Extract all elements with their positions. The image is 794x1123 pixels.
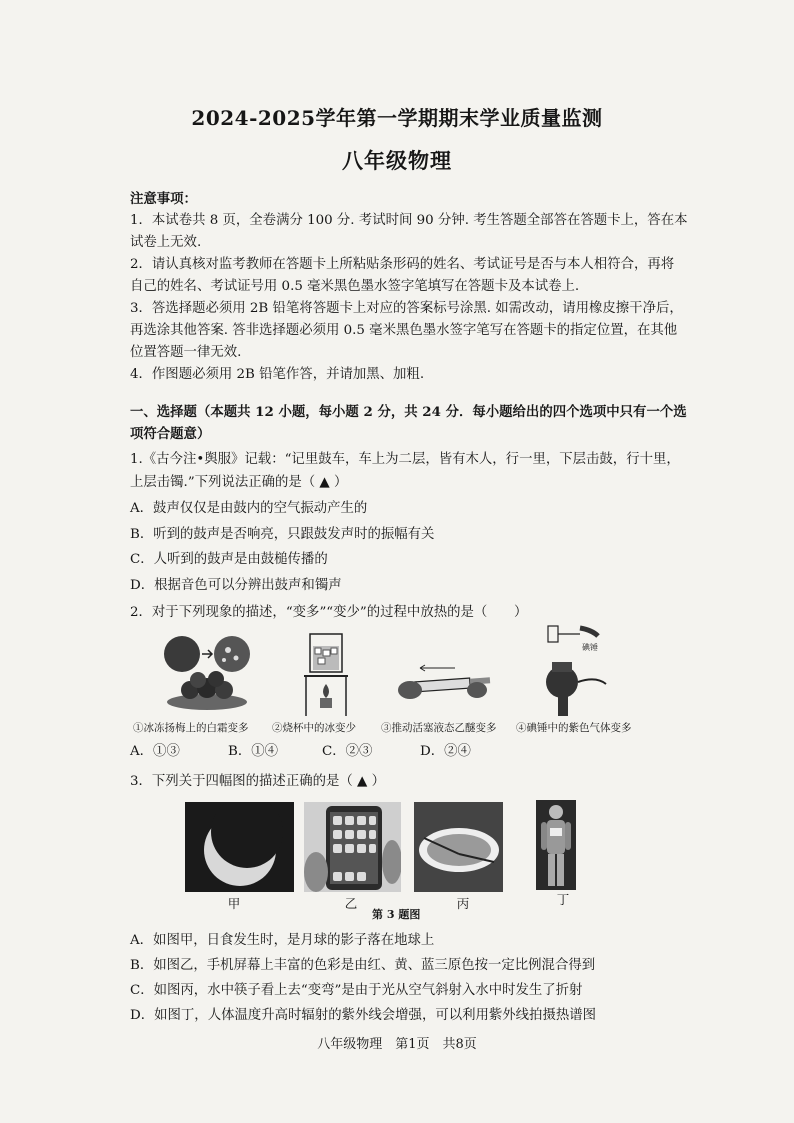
chopsticks-water-image — [414, 802, 503, 892]
figure-label-ding: 丁 — [556, 892, 570, 907]
q2-caption-3: ③推动活塞液态乙醚变多 — [381, 722, 497, 734]
thermal-image — [536, 800, 576, 890]
exam-subject: 八年级物理 — [342, 148, 452, 173]
q2-option-b: B．①④ — [228, 744, 279, 759]
q1-option-d: D．根据音色可以分辨出鼓声和镯声 — [130, 578, 342, 593]
notice-line: 3．答选择题必须用 2B 铅笔将答题卡上对应的答案标号涂黑. 如需改动，请用橡皮擦干净后， — [130, 301, 683, 316]
notice-line: 位置答题一律无效. — [130, 345, 242, 360]
beaker-ice-image — [296, 628, 356, 718]
iodine-hammer-image — [540, 622, 612, 718]
solar-eclipse-image — [185, 802, 294, 892]
exam-title: 2024-2025学年第一学期期末学业质量监测 — [191, 106, 603, 130]
q2-option-d: D．②④ — [420, 744, 471, 759]
q1-stem-cont: 上层击镯.”下列说法正确的是（ ▲ ） — [130, 475, 348, 490]
q1-stem: 1.《古今注•舆服》记载：“记里鼓车，车上为二层，皆有木人，行一里，下层击鼓，行十里， — [130, 452, 680, 467]
q3-option-b: B．如图乙，手机屏幕上丰富的色彩是由红、黄、蓝三原色按一定比例混合得到 — [130, 958, 596, 973]
notice-line: 1．本试卷共 8 页，全卷满分 100 分. 考试时间 90 分钟. 考生答题全部答在答题卡上，答在本 — [130, 213, 688, 228]
notice-line: 自己的姓名、考试证号用 0.5 毫米黑色墨水签字笔填写在答题卡及本试卷上. — [130, 279, 580, 294]
section-heading-cont: 项符合题意） — [130, 426, 211, 442]
notice-line: 2．请认真核对监考教师在答题卡上所粘贴条形码的姓名、考试证号是否与本人相符合，再将 — [130, 257, 675, 272]
bayberry-frost-image — [160, 630, 255, 712]
notice-line: 试卷上无效. — [130, 235, 202, 250]
page-footer: 八年级物理 第1页 共8页 — [317, 1037, 477, 1052]
notice-heading: 注意事项： — [130, 191, 197, 207]
q3-stem: 3．下列关于四幅图的描述正确的是（ ▲ ） — [130, 774, 385, 789]
q2-caption-4: ④碘锤中的紫色气体变多 — [516, 722, 632, 734]
q1-option-b: B．听到的鼓声是否响亮，只跟鼓发声时的振幅有关 — [130, 527, 435, 542]
q2-option-c: C．②③ — [322, 744, 373, 759]
q1-option-c: C．人听到的鼓声是由鼓槌传播的 — [130, 552, 328, 567]
q2-caption-1: ①冰冻扬梅上的白霜变多 — [133, 722, 249, 734]
q2-stem: 2．对于下列现象的描述，“变多”“变少”的过程中放热的是（ ） — [130, 605, 528, 620]
q3-figure-caption: 第 3 题图 — [372, 908, 421, 921]
q1-option-a: A．鼓声仅仅是由鼓内的空气振动产生的 — [130, 501, 368, 516]
syringe-ether-image — [395, 660, 495, 710]
q2-option-a: A．①③ — [130, 744, 180, 759]
phone-screen-image — [304, 802, 401, 892]
q3-option-d: D．如图丁，人体温度升高时辐射的紫外线会增强，可以利用紫外线拍摄热谱图 — [130, 1008, 597, 1023]
notice-line: 再选涂其他答案. 答非选择题必须用 0.5 毫米黑色墨水签字笔写在答题卡的指定位置，在其他 — [130, 323, 678, 338]
notice-line: 4．作图题必须用 2B 铅笔作答，并请加黑、加粗. — [130, 367, 425, 382]
q2-caption-2: ②烧杯中的冰变少 — [272, 722, 356, 734]
section-heading: 一、选择题（本题共 12 小题，每小题 2 分，共 24 分．每小题给出的四个选项中只有一个选 — [130, 404, 687, 420]
q3-option-a: A．如图甲，日食发生时，是月球的影子落在地球上 — [130, 933, 435, 948]
iodine-hammer-label: 碘锤 — [582, 643, 598, 652]
figure-label-bing: 丙 — [456, 896, 470, 911]
figure-label-jia: 甲 — [227, 896, 241, 911]
q3-option-c: C．如图丙，水中筷子看上去“变弯”是由于光从空气斜射入水中时发生了折射 — [130, 983, 583, 998]
figure-label-yi: 乙 — [344, 896, 358, 911]
